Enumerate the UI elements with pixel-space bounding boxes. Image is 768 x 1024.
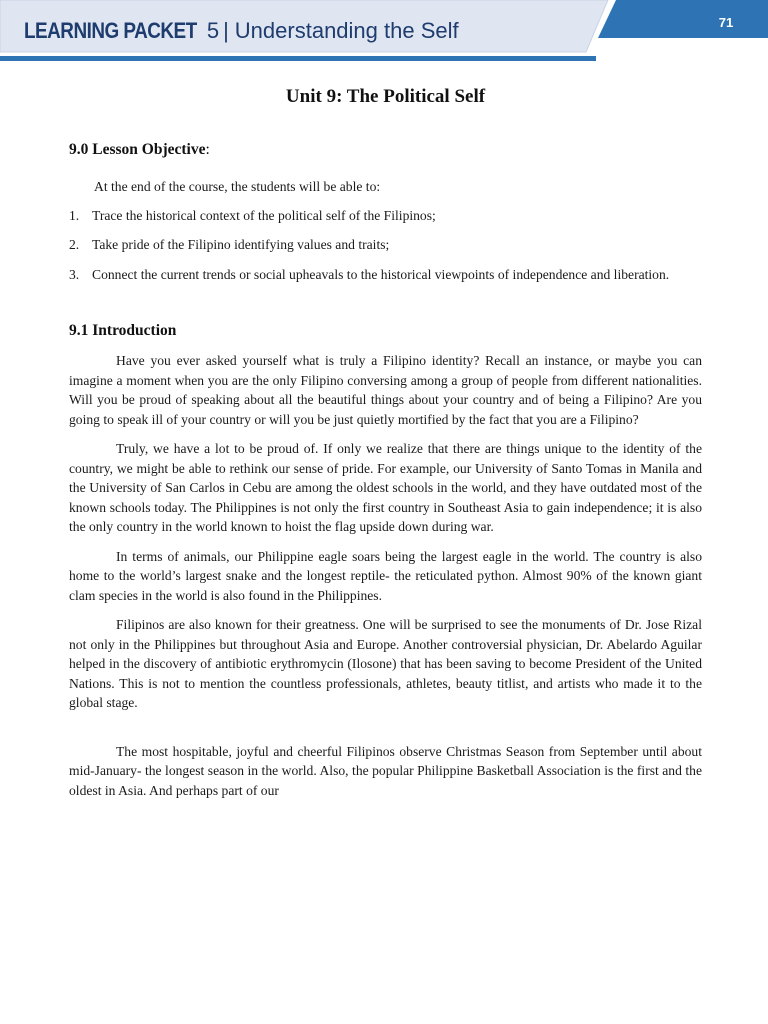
- list-item-text: Trace the historical context of the political self of the Filipinos;: [92, 207, 436, 223]
- document-body: [69, 86, 702, 810]
- list-item: [69, 235, 702, 255]
- list-item-number: 3.: [69, 266, 80, 282]
- header-title: [24, 18, 459, 50]
- objective-intro: At the end of the course, the students will be able to:: [94, 179, 381, 194]
- list-item: [69, 206, 702, 226]
- paragraph: Truly, we have a lot to be proud of. If only we realize that there are things unique to the identity of the country, we might be able to rethink our sense of pride. For example, our University of Santo Tomas in Manila and the University of San Carlos in Cebu are among the oldest schools in the world, and they have outdated most of the known schools today. The Philippines is not only the first country in Southeast Asia to gain independence; it is also the only country in the world known to hoist the flag upside down during war.: [69, 441, 702, 534]
- paragraph: Filipinos are also known for their greatness. One will be surprised to see the monuments of Dr. Jose Rizal not only in the Philippines but throughout Asia and Europe. Another controversial physician, Dr. Abelardo Aguilar helped in the discovery of antibiotic erythromycin (Ilosone) that has been saving to become President of the United Nations. This is not to mention the countless professionals, athletes, beauty titlist, and artists who made it to the global stage.: [69, 617, 702, 710]
- packet-label: LEARNING PACKET: [24, 18, 197, 43]
- lesson-objective-colon: :: [205, 141, 210, 158]
- paragraph: The most hospitable, joyful and cheerful Filipinos observe Christmas Season from September until about mid-January- the longest season in the world. Also, the popular Philippine Basketball Association is the first and the oldest in Asia. And perhaps part of our: [69, 743, 702, 798]
- packet-number: 5: [206, 18, 220, 43]
- lesson-objective-heading-text: 9.0 Lesson Objective: [69, 141, 206, 158]
- list-item-text: Connect the current trends or social upheavals to the historical viewpoints of independence and liberation.: [92, 266, 670, 282]
- unit-title: Unit 9: The Political Self: [285, 86, 486, 107]
- paragraph: In terms of animals, our Philippine eagle soars being the largest eagle in the world. The country is also home to the world’s largest snake and the longest reptile- the reticulated python. Almost 90% of the known giant clam species in the world is also found in the Philippines.: [69, 548, 702, 603]
- subject-title: Understanding the Self: [234, 18, 459, 43]
- list-item: [69, 265, 702, 285]
- header-rule: [0, 56, 596, 61]
- header-separator: |: [223, 18, 229, 43]
- list-item-number: 2.: [69, 237, 80, 252]
- objective-list: [69, 206, 702, 285]
- introduction-heading: 9.1 Introduction: [69, 322, 177, 339]
- page-number: 71: [718, 15, 734, 30]
- lesson-objective-heading: [69, 141, 702, 159]
- list-item-number: 1.: [69, 207, 80, 223]
- list-item-text: Take pride of the Filipino identifying values and traits;: [92, 237, 390, 252]
- paragraph: Have you ever asked yourself what is truly a Filipino identity? Recall an instance, or maybe you can imagine a moment when you are the only Filipino conversing among a group of people from different nationalities. Will you be proud of speaking about all the beautiful things about your country and of being a Filipino? Are you going to speak ill of your country or will you be just quietly mortified by the fact that you are a Filipino?: [69, 353, 702, 427]
